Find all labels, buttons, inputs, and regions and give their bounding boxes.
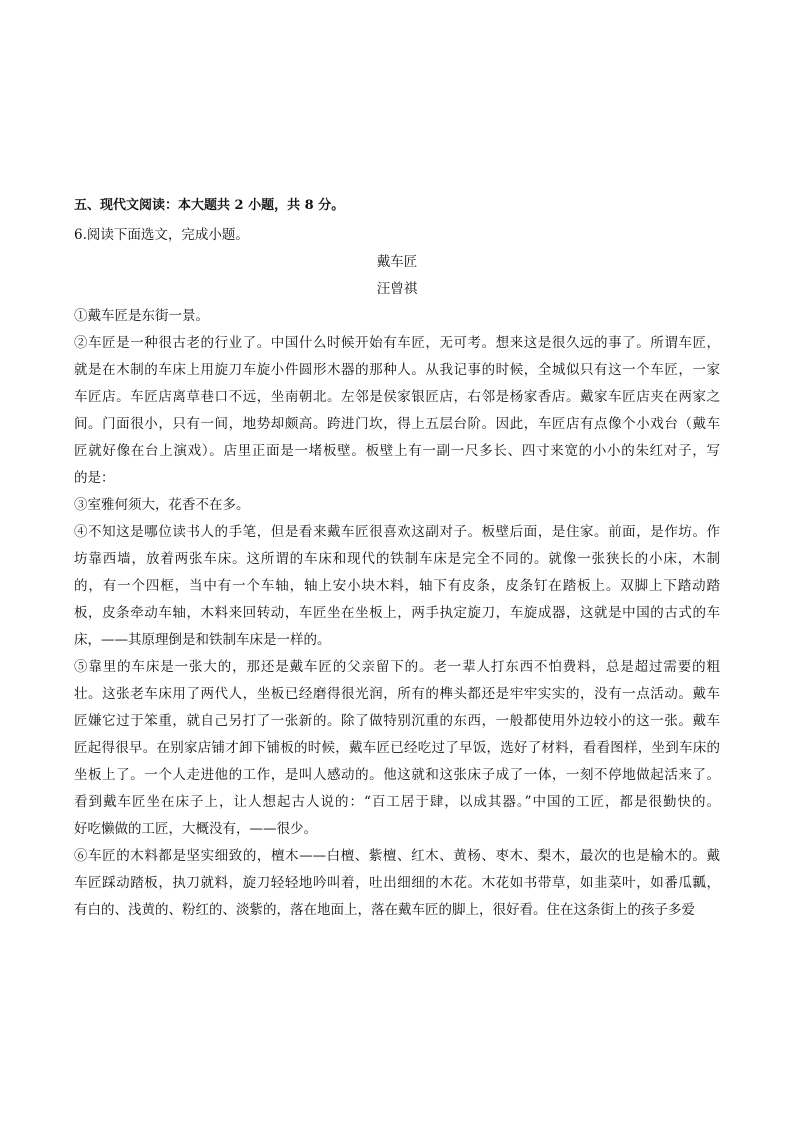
paragraph bbox=[74, 519, 720, 654]
paragraph-line: 坐板上了。一个人走进他的工作，是叫人感动的。他这就和这张床子成了一体，一刻不停地做起活来了。 bbox=[74, 767, 720, 783]
paragraph-line: 的是： bbox=[74, 470, 115, 486]
question-prompt: 6.阅读下面选文，完成小题。 bbox=[74, 227, 249, 243]
paragraph-line: ⑤靠里的车床是一张大的，那还是戴车匠的父亲留下的。老一辈人打东西不怕费料，总是超过需要的粗 bbox=[74, 659, 720, 675]
paragraph-line: 板，皮条牵动车轴，木料来回转动，车匠坐在坐板上，两手执定旋刀，车旋成器，这就是中国的古式的车 bbox=[74, 605, 720, 621]
paragraph bbox=[74, 303, 720, 330]
paragraph-line: 好吃懒做的工匠，大概没有，——很少。 bbox=[74, 821, 317, 837]
document-content bbox=[74, 196, 720, 924]
paragraph bbox=[74, 843, 720, 924]
paragraph-line: 车匠店。车匠店离草巷口不远，坐南朝北。左邻是侯家银匠店，右邻是杨家香店。戴家车匠店夹在两家之 bbox=[74, 389, 720, 405]
paragraph-line: ⑥车匠的木料都是坚实细致的，檀木——白檀、紫檀、红木、黄杨、枣木、梨木，最次的也是榆木的。戴 bbox=[74, 848, 720, 864]
paragraph-line: 就是在木制的车床上用旋刀车旋小件圆形木器的那种人。从我记事的时候，全城似只有这一个车匠，一家 bbox=[74, 362, 720, 378]
paragraph-line: 看到戴车匠坐在床子上，让人想起古人说的：“百工居于肆，以成其器。”中国的工匠，都是很勤快的。 bbox=[74, 794, 720, 810]
paragraph-line: 床，——其原理倒是和铁制车床是一样的。 bbox=[74, 632, 331, 648]
paragraph-line: ②车匠是一种很古老的行业了。中国什么时候开始有车匠，无可考。想来这是很久远的事了。所谓车匠， bbox=[74, 335, 720, 351]
paragraph-line: 匠就好像在台上演戏）。店里正面是一堵板壁。板壁上有一副一尺多长、四寸来宽的小小的朱红对子，写 bbox=[74, 443, 720, 459]
article-author: 汪曾祺 bbox=[376, 281, 418, 297]
paragraph-line: 的，有一个四框，当中有一个车轴，轴上安小块木料，轴下有皮条，皮条钉在踏板上。双脚上下踏动踏 bbox=[74, 578, 720, 594]
paragraph-line: 有白的、浅黄的、粉红的、淡紫的，落在地面上，落在戴车匠的脚上，很好看。住在这条街上的孩子多爱 bbox=[74, 902, 695, 918]
paragraph-line: 间。门面很小，只有一间，地势却颇高。跨进门坎，得上五层台阶。因此，车匠店有点像个小戏台（戴车 bbox=[74, 416, 720, 432]
paragraph-line: 车匠踩动踏板，执刀就料，旋刀轻轻地吟叫着，吐出细细的木花。木花如书带草，如韭菜叶，如番瓜瓤， bbox=[74, 875, 720, 891]
article-title: 戴车匠 bbox=[376, 254, 418, 270]
paragraph bbox=[74, 492, 720, 519]
paragraph-line: 坊靠西墙，放着两张车床。这所谓的车床和现代的铁制车床是完全不同的。就像一张狭长的小床，木制 bbox=[74, 551, 720, 567]
paragraph-line: ③室雅何须大，花香不在多。 bbox=[74, 497, 250, 513]
paragraph-line: ④不知这是哪位读书人的手笔，但是看来戴车匠很喜欢这副对子。板壁后面，是住家。前面，是作坊。作 bbox=[74, 524, 720, 540]
paragraph bbox=[74, 330, 720, 492]
paragraph-line: 匠起得很早。在别家店铺才卸下铺板的时候，戴车匠已经吃过了早饭，选好了材料，看看图样，坐到车床的 bbox=[74, 740, 720, 756]
paragraph-line: ①戴车匠是东街一景。 bbox=[74, 308, 209, 324]
article-body bbox=[74, 303, 720, 924]
paragraph bbox=[74, 654, 720, 843]
paragraph-line: 匠嫌它过于笨重，就自己另打了一张新的。除了做特别沉重的东西，一般都使用外边较小的这一张。戴车 bbox=[74, 713, 720, 729]
paragraph-line: 壮。这张老车床用了两代人，坐板已经磨得很光润，所有的榫头都还是牢牢实实的，没有一点活动。戴车 bbox=[74, 686, 720, 702]
section-heading: 五、现代文阅读：本大题共 2 小题，共 8 分。 bbox=[74, 198, 345, 213]
